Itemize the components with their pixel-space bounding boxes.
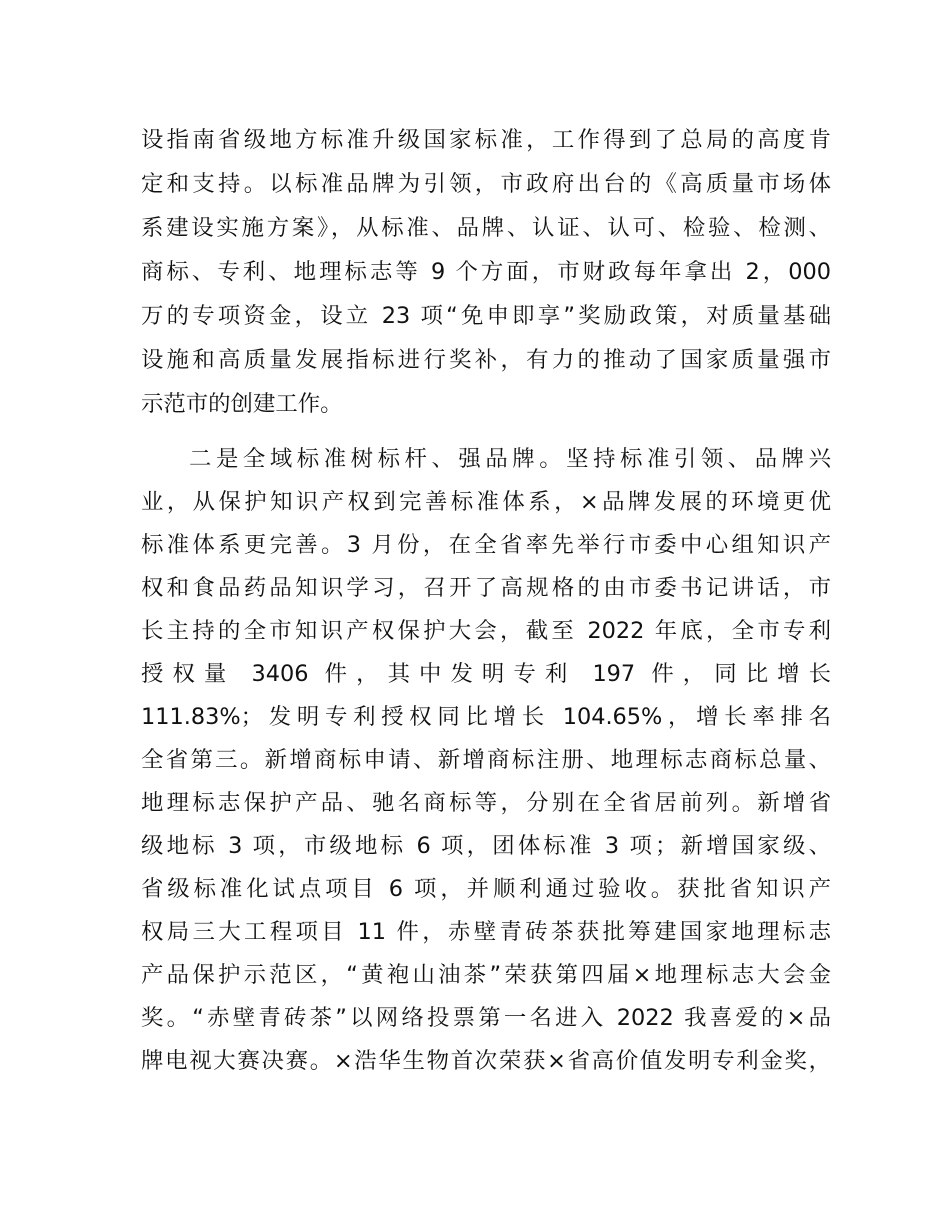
paragraph-1-line: 商标、专利、地理标志等 9 个方面，市财政每年拿出 2，000 [141,259,831,285]
paragraph-1-line: 万的专项资金，设立 23 项“免申即享”奖励政策，对质量基础 [141,303,831,329]
paragraph-2-line: 权局三大工程项目 11 件，赤壁青砖茶获批筹建国家地理标志 [141,919,831,945]
paragraph-2-line: 省级标准化试点项目 6 项，并顺利通过验收。获批省知识产 [141,876,831,902]
paragraph-2-line: 长主持的全市知识产权保护大会，截至 2022 年底，全市专利 [141,618,831,644]
paragraph-2-line: 权和食品药品知识学习，召开了高规格的由市委书记讲话，市 [141,575,831,601]
paragraph-2-line: 标准体系更完善。3 月份，在全省率先举行市委中心组知识产 [141,532,831,558]
paragraph-2-line: 奖。“赤壁青砖茶”以网络投票第一名进入 2022 我喜爱的×品 [141,1005,831,1031]
paragraph-1-line: 定和支持。以标准品牌为引领，市政府出台的《高质量市场体 [141,171,831,197]
paragraph-2-line: 全省第三。新增商标申请、新增商标注册、地理标志商标总量、 [141,747,831,773]
paragraph-1-line: 系建设实施方案》，从标准、品牌、认证、认可、检验、检测、 [141,215,831,241]
paragraph-2-line: 业，从保护知识产权到完善标准体系，×品牌发展的环境更优 [141,489,831,515]
paragraph-2-line: 授权量 3406 件，其中发明专利 197 件，同比增长 [141,661,831,687]
paragraph-2-line: 级地标 3 项，市级地标 6 项，团体标准 3 项；新增国家级、 [141,833,831,859]
paragraph-2-line: 二是全域标准树标杆、强品牌。坚持标准引领、品牌兴 [189,446,831,472]
paragraph-2-line: 牌电视大赛决赛。×浩华生物首次荣获×省高价值发明专利金奖， [141,1048,831,1074]
paragraph-1-line: 示范市的创建工作。 [141,391,343,417]
paragraph-2-line: 111.83%；发明专利授权同比增长 104.65%，增长率排名 [141,704,831,730]
paragraph-1-line: 设指南省级地方标准升级国家标准，工作得到了总局的高度肯 [141,127,831,153]
paragraph-2-line: 产品保护示范区，“黄袍山油茶”荣获第四届×地理标志大会金 [141,962,831,988]
paragraph-2-line: 地理标志保护产品、驰名商标等，分别在全省居前列。新增省 [141,790,831,816]
paragraph-1-line: 设施和高质量发展指标进行奖补，有力的推动了国家质量强市 [141,347,831,373]
